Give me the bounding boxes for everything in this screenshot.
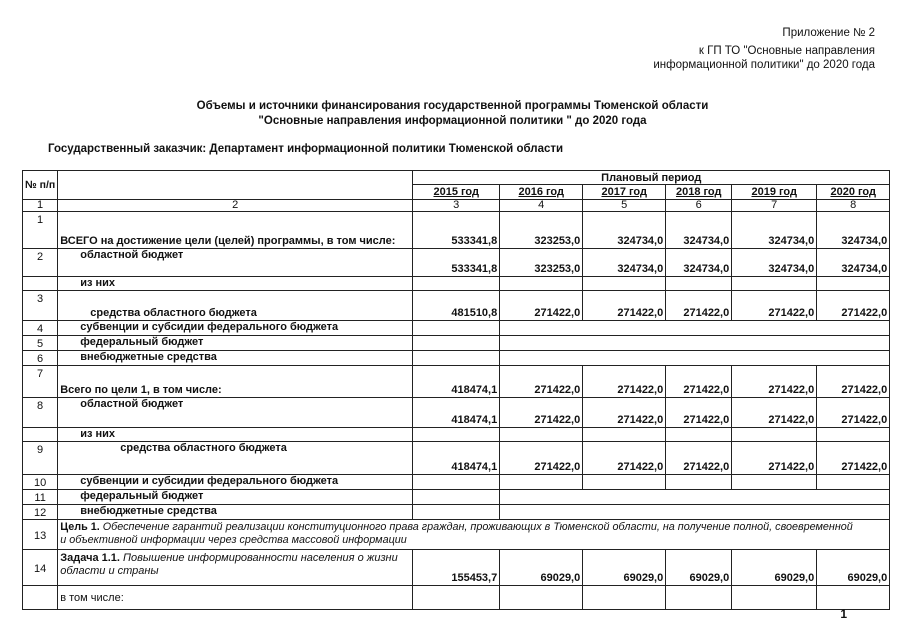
table-row <box>23 249 890 277</box>
value-cell: 271422,0 <box>817 442 890 475</box>
column-index: 8 <box>817 200 890 212</box>
row-number: 13 <box>23 520 58 550</box>
row-number: 12 <box>23 505 58 520</box>
header-number: № п/п <box>23 171 58 200</box>
value-cell: 271422,0 <box>583 366 666 398</box>
table-row <box>23 277 890 291</box>
column-index: 2 <box>58 200 413 212</box>
value-cell <box>583 428 666 442</box>
appendix-ref-line1: к ГП ТО "Основные направления <box>698 45 875 57</box>
value-cell: 533341,8 <box>413 249 500 277</box>
value-cell <box>732 428 817 442</box>
row-number <box>23 277 58 291</box>
financing-table <box>22 170 890 610</box>
value-cell: 69029,0 <box>817 550 890 586</box>
header-index-row <box>23 200 890 212</box>
row-number: 1 <box>23 212 58 249</box>
task-text: Повышение информированности населения о жизни <box>123 552 398 564</box>
table-row <box>23 291 890 321</box>
value-cell <box>500 475 583 490</box>
value-cell <box>413 321 500 336</box>
value-cell <box>413 351 500 366</box>
value-cell <box>817 428 890 442</box>
value-cell: 271422,0 <box>666 366 732 398</box>
document-title-line1: Объемы и источники финансирования государственной программы Тюменской области <box>196 100 709 112</box>
value-cell: 418474,1 <box>413 398 500 428</box>
column-index: 7 <box>732 200 817 212</box>
value-cell: 69029,0 <box>500 550 583 586</box>
value-cell-merged <box>500 351 890 366</box>
appendix-ref-line2: информационной политики" до 2020 года <box>653 59 875 71</box>
row-label: федеральный бюджет <box>58 490 413 505</box>
value-cell: 324734,0 <box>583 212 666 249</box>
row-number: 5 <box>23 336 58 351</box>
row-number: 4 <box>23 321 58 336</box>
value-cell <box>817 475 890 490</box>
row-label: областной бюджет <box>58 249 413 277</box>
value-cell: 271422,0 <box>583 442 666 475</box>
header-year: 2015 год <box>413 185 500 200</box>
value-cell: 271422,0 <box>817 366 890 398</box>
value-cell: 418474,1 <box>413 442 500 475</box>
header-planned-period: Плановый период <box>413 171 890 185</box>
task-cell <box>58 550 413 586</box>
table-row <box>23 586 890 610</box>
row-label: из них <box>58 277 413 291</box>
value-cell: 271422,0 <box>732 366 817 398</box>
value-cell <box>817 586 890 610</box>
row-label: средства областного бюджета <box>58 291 413 321</box>
table-row <box>23 475 890 490</box>
table-row <box>23 366 890 398</box>
value-cell <box>413 428 500 442</box>
column-index: 3 <box>413 200 500 212</box>
value-cell <box>413 277 500 291</box>
header-year: 2019 год <box>732 185 817 200</box>
table-row <box>23 442 890 475</box>
value-cell-merged <box>500 321 890 336</box>
header-year: 2016 год <box>500 185 583 200</box>
value-cell: 323253,0 <box>500 212 583 249</box>
table-row <box>23 321 890 336</box>
value-cell-merged <box>500 490 890 505</box>
value-cell: 271422,0 <box>666 442 732 475</box>
table-row <box>23 398 890 428</box>
value-cell: 271422,0 <box>500 398 583 428</box>
value-cell: 271422,0 <box>732 398 817 428</box>
row-number: 11 <box>23 490 58 505</box>
value-cell: 271422,0 <box>583 291 666 321</box>
table-body <box>23 171 890 610</box>
header-year: 2020 год <box>817 185 890 200</box>
value-cell <box>666 277 732 291</box>
value-cell: 69029,0 <box>583 550 666 586</box>
value-cell <box>732 586 817 610</box>
column-index: 4 <box>500 200 583 212</box>
table-row <box>23 212 890 249</box>
value-cell: 155453,7 <box>413 550 500 586</box>
row-label: в том числе: <box>58 586 413 610</box>
value-cell <box>583 475 666 490</box>
state-customer: Государственный заказчик: Департамент информационной политики Тюменской области <box>48 143 564 155</box>
row-number: 8 <box>23 398 58 428</box>
value-cell: 271422,0 <box>817 291 890 321</box>
value-cell <box>666 428 732 442</box>
document-title-line2: "Основные направления информационной политики " до 2020 года <box>258 115 647 127</box>
value-cell <box>413 475 500 490</box>
row-number: 2 <box>23 249 58 277</box>
table-row <box>23 505 890 520</box>
value-cell: 271422,0 <box>817 398 890 428</box>
table-row <box>23 336 890 351</box>
value-cell <box>413 505 500 520</box>
page-number: 1 <box>840 607 847 621</box>
row-number: 10 <box>23 475 58 490</box>
value-cell <box>413 336 500 351</box>
value-cell: 271422,0 <box>500 291 583 321</box>
value-cell: 324734,0 <box>666 249 732 277</box>
row-label: областной бюджет <box>58 398 413 428</box>
row-label: субвенции и субсидии федерального бюджета <box>58 475 413 490</box>
task-prefix: Задача 1.1. <box>60 552 120 564</box>
task-text-cont: области и страны <box>60 565 159 577</box>
value-cell-merged <box>500 505 890 520</box>
goal-text: Обеспечение гарантий реализации конституционного права граждан, проживающих в Тюменской области, на получение полной, своевременной <box>102 521 853 533</box>
value-cell: 324734,0 <box>817 249 890 277</box>
value-cell <box>817 277 890 291</box>
value-cell <box>413 586 500 610</box>
table-row <box>23 351 890 366</box>
row-number: 7 <box>23 366 58 398</box>
value-cell <box>732 475 817 490</box>
row-number: 3 <box>23 291 58 321</box>
value-cell <box>583 277 666 291</box>
row-label: внебюджетные средства <box>58 505 413 520</box>
value-cell: 324734,0 <box>666 212 732 249</box>
table-row <box>23 490 890 505</box>
column-index: 6 <box>666 200 732 212</box>
value-cell: 324734,0 <box>732 249 817 277</box>
table-row <box>23 428 890 442</box>
value-cell: 271422,0 <box>583 398 666 428</box>
row-label: внебюджетные средства <box>58 351 413 366</box>
value-cell: 271422,0 <box>666 398 732 428</box>
goal-prefix: Цель 1. <box>60 521 100 533</box>
value-cell: 271422,0 <box>666 291 732 321</box>
value-cell <box>413 490 500 505</box>
goal-cell <box>58 520 890 550</box>
header-blank <box>58 171 413 200</box>
row-label: средства областного бюджета <box>58 442 413 475</box>
value-cell <box>666 586 732 610</box>
column-index: 1 <box>23 200 58 212</box>
value-cell: 324734,0 <box>583 249 666 277</box>
value-cell: 533341,8 <box>413 212 500 249</box>
value-cell: 69029,0 <box>666 550 732 586</box>
row-number <box>23 586 58 610</box>
value-cell: 69029,0 <box>732 550 817 586</box>
row-label: Всего по цели 1, в том числе: <box>58 366 413 398</box>
value-cell: 481510,8 <box>413 291 500 321</box>
value-cell <box>500 428 583 442</box>
row-number: 14 <box>23 550 58 586</box>
row-number <box>23 428 58 442</box>
value-cell: 271422,0 <box>500 442 583 475</box>
value-cell <box>666 475 732 490</box>
value-cell: 324734,0 <box>732 212 817 249</box>
task-row <box>23 550 890 586</box>
appendix-number: Приложение № 2 <box>782 27 875 39</box>
goal-row <box>23 520 890 550</box>
value-cell: 324734,0 <box>817 212 890 249</box>
header-year: 2017 год <box>583 185 666 200</box>
row-number: 9 <box>23 442 58 475</box>
value-cell <box>583 586 666 610</box>
row-label: федеральный бюджет <box>58 336 413 351</box>
row-label: субвенции и субсидии федерального бюджета <box>58 321 413 336</box>
value-cell: 323253,0 <box>500 249 583 277</box>
value-cell: 271422,0 <box>732 291 817 321</box>
row-label: ВСЕГО на достижение цели (целей) программы, в том числе: <box>58 212 413 249</box>
value-cell: 271422,0 <box>732 442 817 475</box>
row-label: из них <box>58 428 413 442</box>
header-year: 2018 год <box>666 185 732 200</box>
column-index: 5 <box>583 200 666 212</box>
value-cell-merged <box>500 336 890 351</box>
value-cell: 418474,1 <box>413 366 500 398</box>
value-cell <box>500 277 583 291</box>
goal-text-cont: и объективной информации через средства массовой информации <box>60 534 407 546</box>
value-cell: 271422,0 <box>500 366 583 398</box>
value-cell <box>732 277 817 291</box>
row-number: 6 <box>23 351 58 366</box>
value-cell <box>500 586 583 610</box>
